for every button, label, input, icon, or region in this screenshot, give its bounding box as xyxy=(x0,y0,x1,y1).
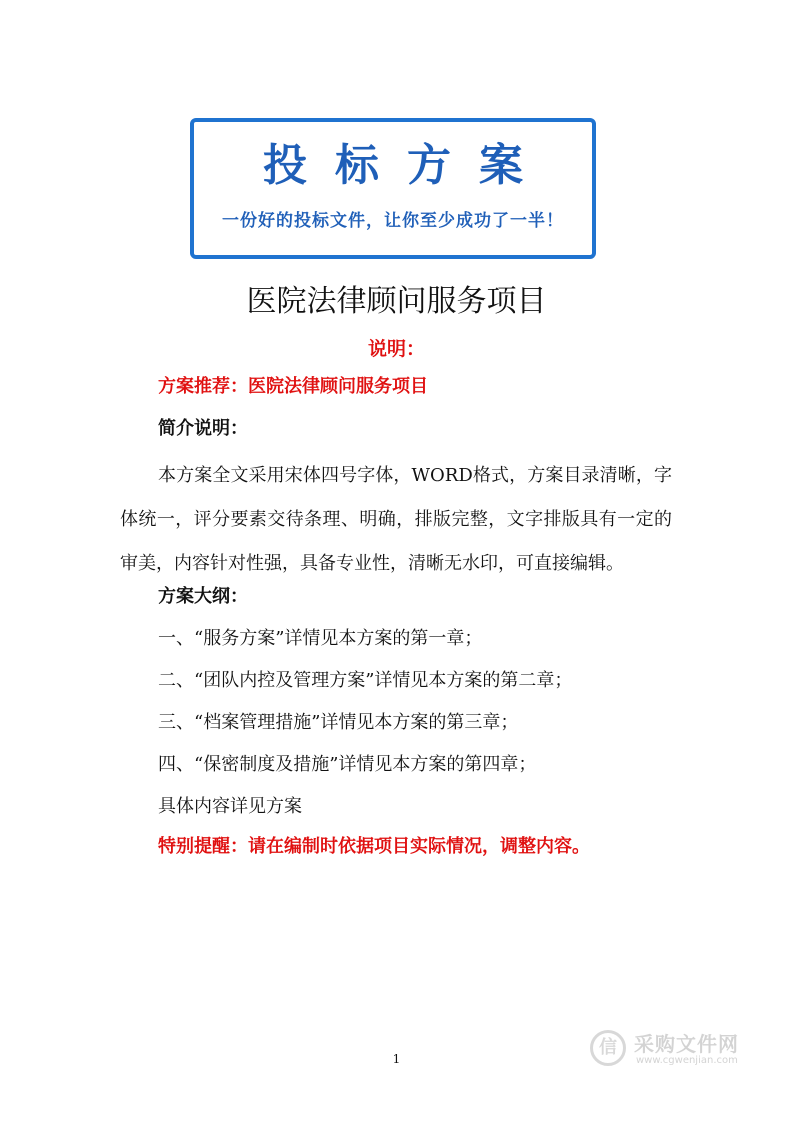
outline-item-3: 三、“档案管理措施”详情见本方案的第三章； xyxy=(158,712,519,733)
outline-item-1: 一、“服务方案”详情见本方案的第一章； xyxy=(158,628,483,649)
intro-heading: 简介说明： xyxy=(158,418,248,439)
document-title: 医院法律顾问服务项目 xyxy=(246,284,547,319)
outline-heading: 方案大纲： xyxy=(158,586,248,607)
site-watermark xyxy=(590,1028,760,1072)
page-number: 1 xyxy=(392,1052,401,1066)
watermark-url: www.cgwenjian.com xyxy=(636,1055,738,1066)
outline-item-2: 二、“团队内控及管理方案”详情见本方案的第二章； xyxy=(158,670,573,691)
detail-line: 具体内容详见方案 xyxy=(158,796,302,817)
watermark-logo-icon: 信 xyxy=(590,1030,626,1066)
outline-item-4: 四、“保密制度及措施”详情见本方案的第四章； xyxy=(158,754,537,775)
banner-slogan: 一份好的投标文件，让你至少成功了一半！ xyxy=(222,211,564,231)
cover-banner xyxy=(190,118,596,259)
banner-title: 投标方案 xyxy=(263,140,551,191)
intro-paragraph: 本方案全文采用宋体四号字体，WORD格式，方案目录清晰，字体统一，评分要素交待条理、明确，排版完整，文字排版具有一定的审美，内容针对性强，具备专业性，清晰无水印，可直接编辑。 xyxy=(120,465,672,574)
note-heading: 说明： xyxy=(367,338,425,360)
watermark-name: 采购文件网 xyxy=(634,1032,739,1056)
recommendation-line: 方案推荐：医院法律顾问服务项目 xyxy=(158,376,428,397)
special-reminder: 特别提醒：请在编制时依据项目实际情况，调整内容。 xyxy=(158,836,590,857)
